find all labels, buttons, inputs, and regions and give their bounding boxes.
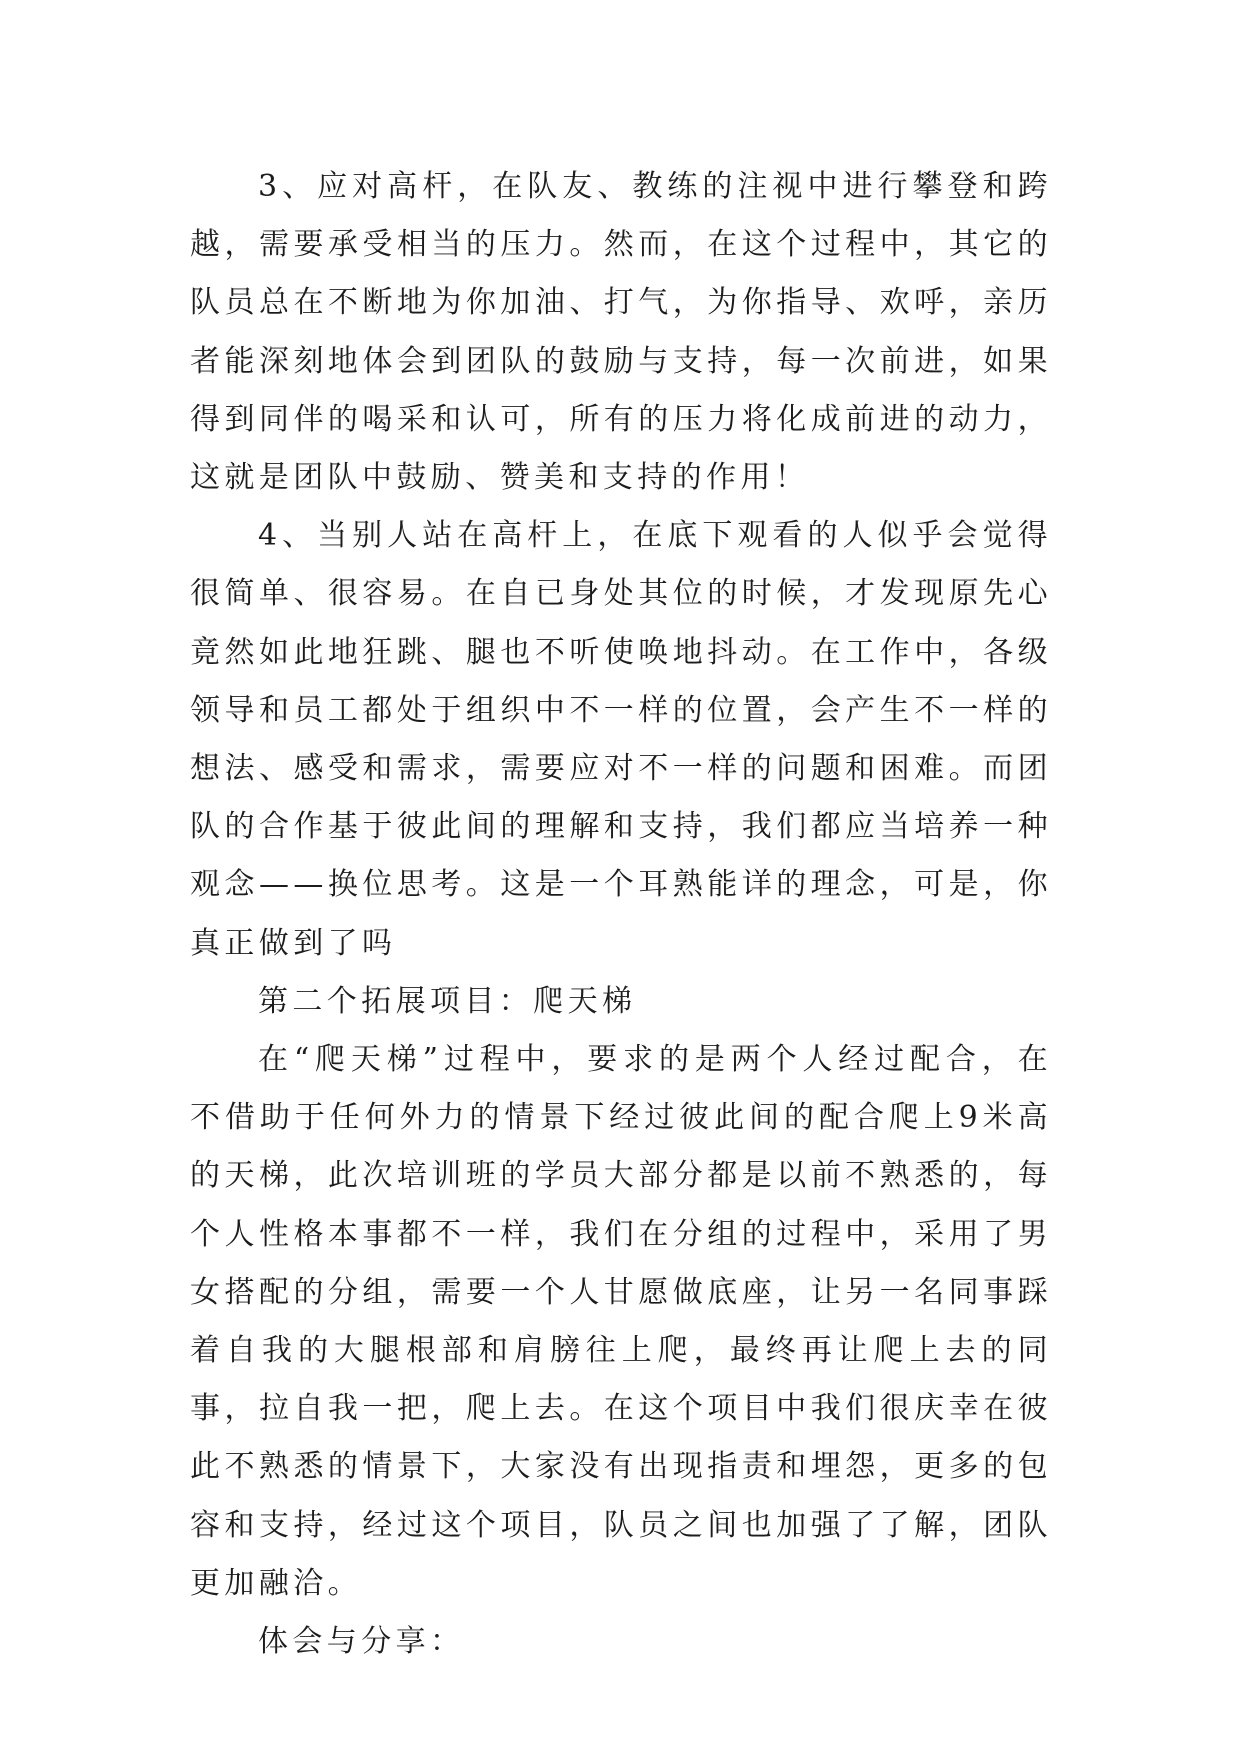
section-heading-climbing-ladder: 第二个拓展项目：爬天梯 bbox=[258, 983, 637, 1019]
paragraph-perspective-taking: 4、当别人站在高杆上，在底下观看的人似乎会觉得很简单、很容易。在自已身处其位的时候，才发现原先心竟然如此地狂跳、腿也不听使唤地抖动。在工作中，各级领导和员工都处于组织中不一样的位置，会产生不一样的想法、感受和需求，需要应对不一样的问题和困难。而团队的合作基于彼此间的理解和支持，我们都应当培养一种观念——换位思考。这是一个耳熟能详的理念，可是，你真正做到了吗 bbox=[190, 518, 1052, 961]
document-body bbox=[190, 158, 1052, 1671]
paragraph-climbing-ladder: 在“爬天梯”过程中，要求的是两个人经过配合，在不借助于任何外力的情景下经过彼此间的配合爬上9米高的天梯，此次培训班的学员大部分都是以前不熟悉的，每个人性格本事都不一样，我们在分组的过程中，采用了男女搭配的分组，需要一个人甘愿做底座，让另一名同事踩着自我的大腿根部和肩膀往上爬，最终再让爬上去的同事，拉自我一把，爬上去。在这个项目中我们很庆幸在彼此不熟悉的情景下，大家没有出现指责和埋怨，更多的包容和支持，经过这个项目，队员之间也加强了了解，团队更加融洽。 bbox=[190, 1042, 1052, 1601]
section-heading-reflections: 体会与分享： bbox=[258, 1624, 465, 1660]
paragraph-high-pole-pressure: 3、应对高杆，在队友、教练的注视中进行攀登和跨越，需要承受相当的压力。然而，在这个过程中，其它的队员总在不断地为你加油、打气，为你指导、欢呼，亲历者能深刻地体会到团队的鼓励与支持，每一次前进，如果得到同伴的喝采和认可，所有的压力将化成前进的动力，这就是团队中鼓励、赞美和支持的作用！ bbox=[190, 169, 1052, 496]
